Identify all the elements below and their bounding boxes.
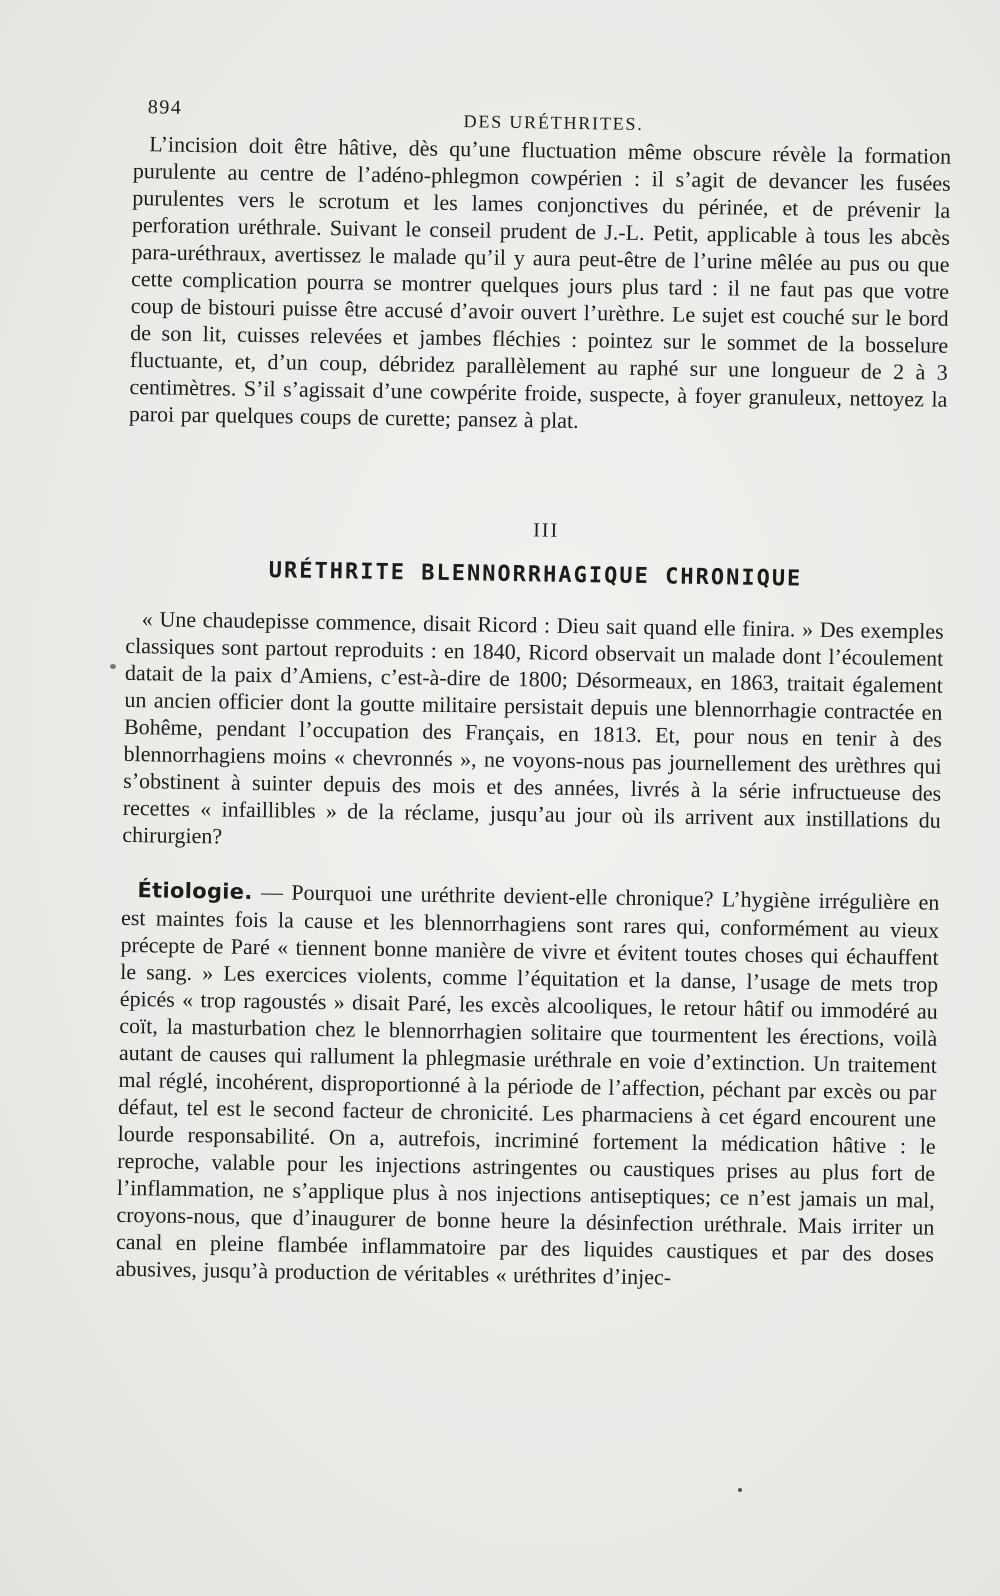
paragraph-etiologie (115, 876, 939, 1295)
ink-speck (738, 1488, 742, 1492)
page-number: 894 (147, 96, 183, 119)
ink-speck (110, 664, 116, 669)
running-title: DES URÉTHRITES. (463, 111, 644, 135)
section-title: URÉTHRITE BLENNORRHAGIQUE CHRONIQUE (268, 558, 803, 592)
paragraph-incision: L’incision doit être hâtive, dès qu’une fluctuation même obscure révèle la formation purulente au centre de l’adéno-phlegmon cowpérien : il s’agit de devancer les fusées purulentes vers le scrotum et les lames conjonctives du périnée, et de prévenir la perforation uréthrale. Suivant le conseil prudent de J.-L. Petit, applicable à tous les abcès para-uréthraux, avertissez le malade qu’il y aura peut-être de l’urine mêlée au pus ou que cette complication pourra se montrer quelques jours plus tard : il ne faut pas que votre coup de bistouri puisse être accusé d’avoir ouvert l’urèthre. Le sujet est couché sur le bord de son lit, cuisses relevées et jambes fléchies : pointez sur le sommet de la bosselure fluctuante, et, d’un coup, débridez parallèlement au raphé sur une longueur de 2 à 3 centimètres. S’il s’agissait d’une cowpérite froide, suspecte, à foyer granuleux, nettoyez la paroi par quelques coups de curette; pansez à plat. (128, 131, 952, 434)
section-number: III (533, 519, 560, 542)
text-column (115, 96, 952, 1295)
run-in-heading: Étiologie. (137, 878, 253, 904)
paragraph-etiologie-text: — Pourquoi une uréthrite devient-elle chronique? L’hygiène irrégulière en est maintes fois la cause et les blennorrhagiens sont rares qui, conformément au vieux précepte de Paré « tiennent bonne manière de vivre et évitent toutes choses qui échauffent le sang. » Les exercices violents, comme l’équitation et la danse, l’usage de mets trop épicés « trop ragoustés » disait Paré, les excès alcooliques, le retour hâtif ou immodéré au coït, la masturbation chez le blennorrhagien solitaire que tourmentent les érections, voilà autant de causes qui rallument la phlegmasie uréthrale en voie d’extinction. Un traitement mal réglé, incohérent, disproportionné à la période de l’affection, péchant par excès ou par défaut, tel est le second facteur de chronicité. Les pharmaciens à cet égard encourent une lourde responsabilité. On a, autrefois, incriminé fortement la médication hâtive : le reproche, valable pour les injections astringentes ou caustiques prises au plus fort de l’inflammation, ne s’applique plus à nos injections antiseptiques; ce n’est jamais un mal, croyons-nous, que d’inaugurer de bonne heure la désinfection uréthrale. Mais irriter un canal en pleine flambée inflammatoire par des liquides caustiques et par des doses abusives, jusqu’à production de véritables « uréthrites d’injec- (115, 878, 940, 1290)
paragraph-ricord: « Une chaudepisse commence, disait Ricord : Dieu sait quand elle finira. » Des exemples classiques sont partout reproduits : en 1840, Ricord observait un malade dont l’écoulement datait de la paix d’Amiens, c’est-à-dire de 1800; Désormeaux, en 1863, traitait également un ancien officier dont la goutte militaire persistait depuis une blennorrhagie contractée en Bohême, pendant l’occupation des Français, en 1813. Et, pour nous en tenir à des blennorrhagiens moins « chevronnés », ne voyons-nous pas journellement des urèthres qui s’obstinent à suinter depuis des mois et des années, livrés à la série infructueuse des recettes « infaillibles » de la réclame, jusqu’au jour où ils arrivent aux instillations du chirurgien? (122, 606, 944, 849)
